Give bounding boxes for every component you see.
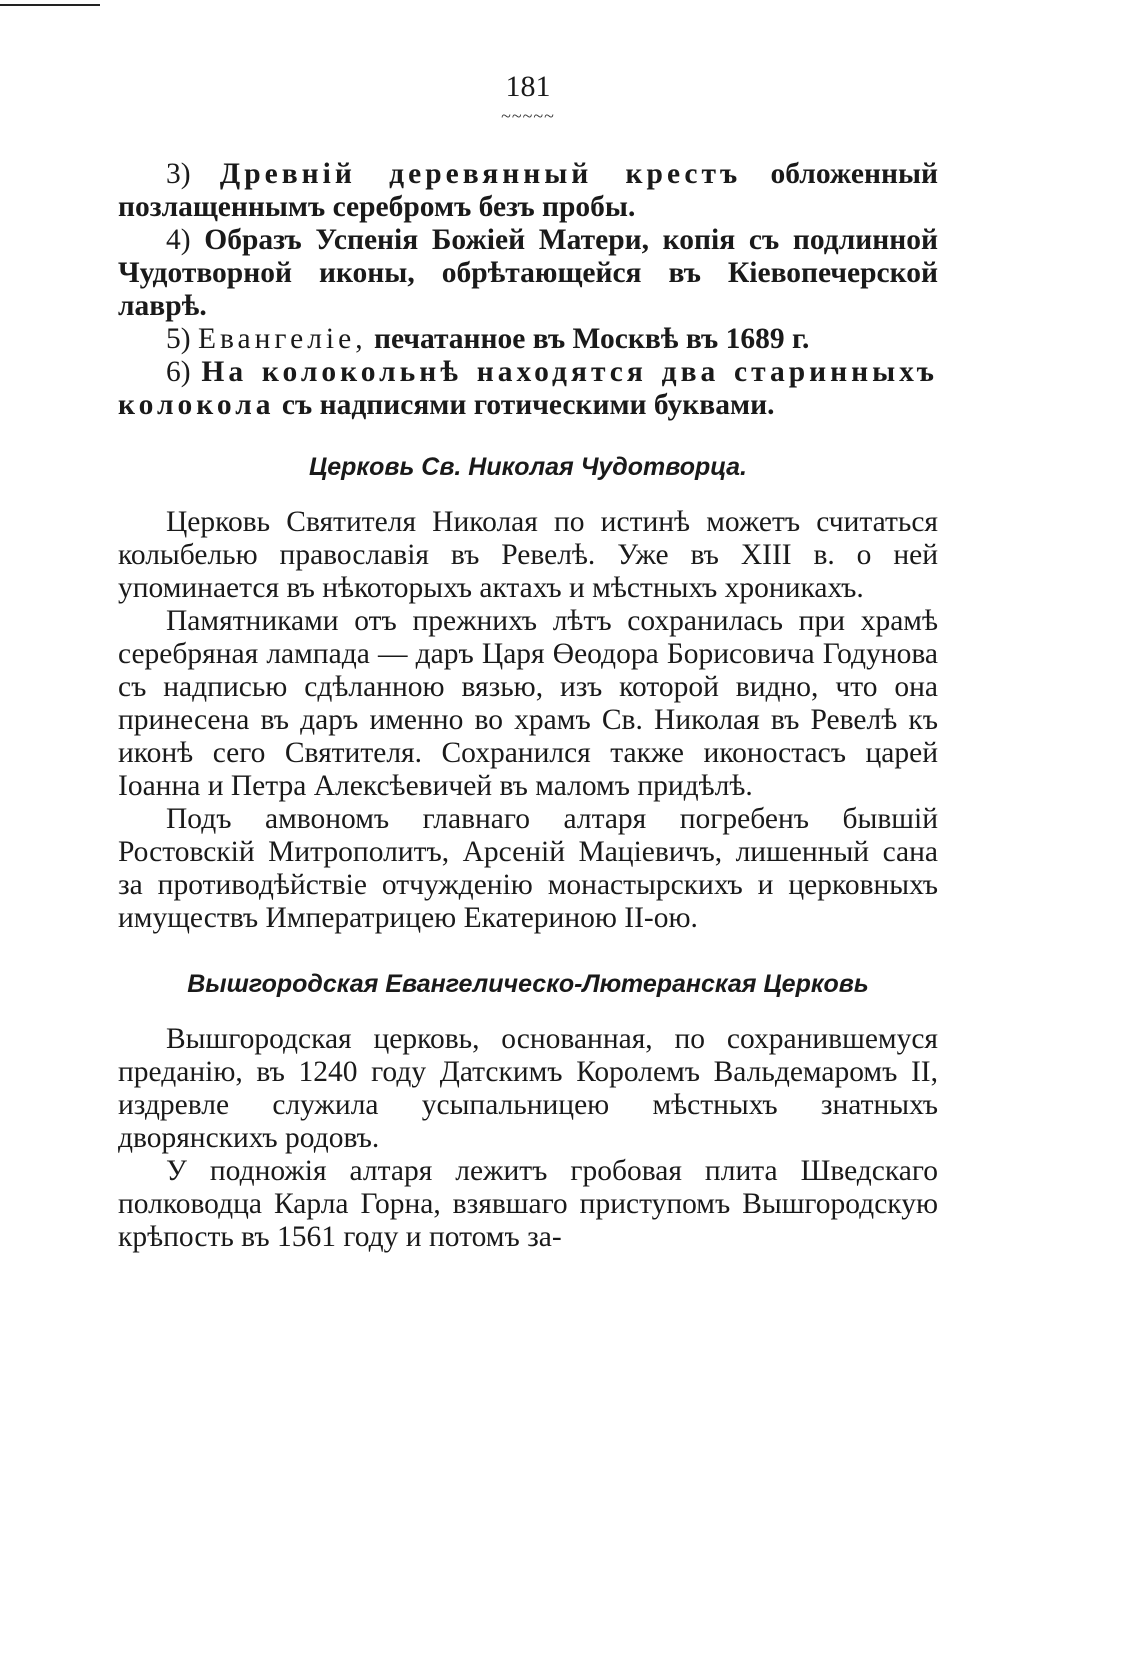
top-rule <box>0 4 100 6</box>
list-item-lead: Образъ Успенiя Божiей Матери, <box>204 224 649 256</box>
paragraph: Церковь Святителя Николая по истинѣ можетъ считаться колыбелью православiя въ Ревелѣ. Уже въ XIII в. о ней упоминается въ нѣкоторыхъ актахъ и мѣстныхъ хроникахъ. <box>118 506 938 604</box>
list-item-number: 5) <box>166 323 191 355</box>
list-item-text: копiя съ подлинной Чудотворной иконы, обрѣтающейся въ Кiевопечерской лаврѣ. <box>118 224 938 322</box>
paragraph: Вышгородская церковь, основанная, по сохранившемуся преданiю, въ 1240 году Датскимъ Королемъ Вальдемаромъ II, издревле служила усыпальницею мѣстныхъ знатныхъ дворянскихъ родовъ. <box>118 1023 938 1154</box>
section-heading-nicholas-church: Церковь Св. Николая Чудотворца. <box>309 453 747 481</box>
list-item-5 <box>118 323 938 356</box>
page-number: 181 <box>505 70 551 103</box>
list-item-text: съ надписями готическими буквами. <box>274 389 775 421</box>
ornament: ~~~~~ <box>501 106 555 126</box>
list-item-text: обложенный позлащеннымъ серебромъ безъ пробы. <box>118 158 938 223</box>
list-item-3 <box>118 158 938 224</box>
paragraph: Подъ амвономъ главнаго алтаря погребенъ бывшiй Ростовскiй Митрополитъ, Арсенiй Мацiевичъ, лишенный сана за противодѣйствiе отчужденiю монастырскихъ и церковныхъ имуществъ Императрицею Екатериною II-ою. <box>118 803 938 934</box>
list-item-6 <box>118 356 938 422</box>
section-heading-lutheran-church: Вышгородская Евангелическо-Лютеранская Церковь <box>187 970 869 998</box>
list-item-lead: Древнiй деревянный крестъ <box>219 158 742 190</box>
list-item-text: печатанное въ Москвѣ въ 1689 г. <box>366 323 810 355</box>
book-page <box>118 70 938 1254</box>
list-item-lead: На колокольнѣ находятся два старинныхъ колокола <box>118 356 939 421</box>
paragraph: У подножiя алтаря лежитъ гробовая плита Шведскаго полководца Карла Горна, взявшаго приступомъ Вышгородскую крѣпость въ 1561 году и потомъ за- <box>118 1155 938 1253</box>
list-item-4 <box>118 224 938 323</box>
paragraph: Памятниками отъ прежнихъ лѣтъ сохранилась при храмѣ серебряная лампада — даръ Царя Өеодора Борисовича Годунова съ надписью сдѣланною вязью, изъ которой видно, что она принесена въ даръ именно во храмъ Св. Николая въ Ревелѣ къ иконѣ сего Святителя. Сохранился также иконостасъ царей Iоанна и Петра Алексѣевичей въ маломъ придѣлѣ. <box>118 605 938 802</box>
list-item-number: 6) <box>166 356 191 388</box>
list-item-number: 4) <box>166 224 191 256</box>
list-item-number: 3) <box>166 158 191 190</box>
list-item-lead: Евангелiе, <box>197 323 367 355</box>
